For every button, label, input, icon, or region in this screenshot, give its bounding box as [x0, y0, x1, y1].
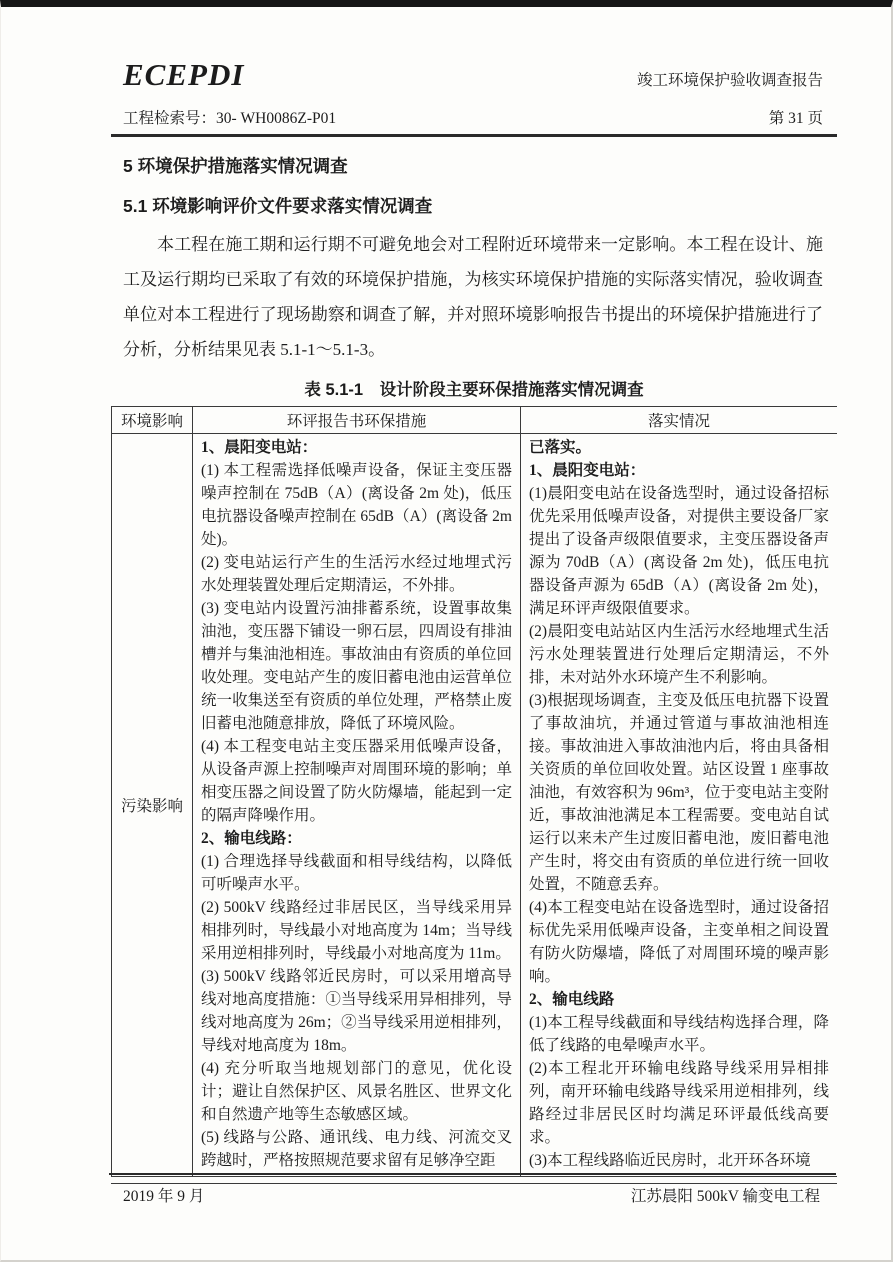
- table-cell-paragraph: 1、晨阳变电站：: [201, 439, 318, 456]
- table-cell-paragraph: (4) 充分听取当地规划部门的意见，优化设计；避让自然保护区、风景名胜区、世界文化和自然遗产地等生态敏感区域。: [201, 1060, 512, 1123]
- table-cell-paragraph: 2、输电线路：: [201, 830, 302, 847]
- table-cell-paragraph: (1)晨阳变电站在设备选型时，通过设备招标优先采用低噪声设备，对提供主要设备厂家提出了设备声级限值要求，主变压器设备声源为 70dB（A）(离设备 2m 处)，低压电抗器设备声源为 65dB（A）(离设备 2m 处)，满足环评声级限值要求。: [529, 485, 829, 617]
- page-content: [111, 7, 837, 1184]
- table-cell-paragraph: (3) 500kV 线路邻近民房时，可以采用增高导线对地高度措施：①当导线采用异相排列，导线对地高度为 26m；②当导线采用逆相排列，导线对地高度为 18m。: [201, 968, 512, 1054]
- column-header-impact: 环境影响: [112, 407, 193, 434]
- table-cell-paragraph: (2) 500kV 线路经过非居民区，当导线采用异相排列时，导线最小对地高度为 14m；当导线采用逆相排列时，导线最小对地高度为 11m。: [201, 899, 512, 962]
- implementation-cell: [521, 434, 838, 1177]
- table-cell-paragraph: (1) 本工程需选择低噪声设备，保证主变压器噪声控制在 75dB（A）(离设备 2m 处)，低压电抗器设备噪声控制在 65dB（A）(离设备 2m 处)。: [201, 462, 512, 548]
- measures-table-clip: [111, 406, 837, 1184]
- page-number: 第 31 页: [768, 110, 823, 127]
- table-row: [112, 434, 838, 1177]
- report-title: 竣工环境保护验收调查报告: [636, 72, 823, 89]
- table-cell-paragraph: 1、晨阳变电站：: [529, 462, 646, 479]
- intro-paragraph: 本工程在施工期和运行期不可避免地会对工程附近环境带来一定影响。本工程在设计、施工及运行期均已采取了有效的环境保护措施，为核实环境保护措施的实际落实情况，验收调查单位对本工程进行了现场勘察和调查了解，并对照环境影响报告书提出的环境保护措施进行了分析，分析结果见表 5.1-1～5.1-3。: [123, 235, 823, 359]
- measures-table: [111, 406, 837, 1177]
- column-header-implementation: 落实情况: [521, 407, 838, 434]
- table-title: 表 5.1-1 设计阶段主要环保措施落实情况调查: [304, 381, 644, 399]
- impact-cell: 污染影响: [112, 434, 193, 1177]
- table-cell-paragraph: (3) 变电站内设置污油排蓄系统，设置事故集油池，变压器下铺设一卵石层，四周设有排油槽并与集油池相连。事故油由有资质的单位回收处理。变电站产生的废旧蓄电池由运营单位统一收集送至有资质的单位处理，严格禁止废旧蓄电池随意排放，降低了环境风险。: [201, 600, 512, 732]
- table-cell-paragraph: (2)本工程北开环输电线路导线采用异相排列，南开环输电线路导线采用逆相排列，线路经过非居民区时均满足环评最低线高要求。: [529, 1060, 829, 1146]
- page-header: [111, 57, 837, 93]
- table-cell-paragraph: (2) 变电站运行产生的生活污水经过地埋式污水处理装置处理后定期清运，不外排。: [201, 554, 512, 594]
- table-cell-paragraph: (4) 本工程变电站主变压器采用低噪声设备，从设备声源上控制噪声对周围环境的影响；单相变压器之间设置了防火防爆墙，能起到一定的隔声降噪作用。: [201, 738, 512, 824]
- table-cell-paragraph: (3)根据现场调查，主变及低压电抗器下设置了事故油坑，并通过管道与事故油池相连接。事故油进入事故油池内后，将由具备相关资质的单位回收处置。站区设置 1 座事故油池，有效容积为 96m³，位于变电站主变附近，事故油池满足本工程需要。变电站自试运行以来未产生过废旧蓄电池，废旧蓄电池产生时，将交由有资质的单位进行统一回收处置，不随意丢弃。: [529, 692, 829, 893]
- column-header-measures: 环评报告书环保措施: [193, 407, 521, 434]
- table-cell-paragraph: (3)本工程线路临近民房时，北开环各环境: [529, 1152, 811, 1169]
- table-cell-paragraph: (1)本工程导线截面和导线结构选择合理，降低了线路的电晕噪声水平。: [529, 1014, 829, 1054]
- footer-project-name: 江苏晨阳 500kV 输变电工程: [630, 1188, 820, 1205]
- section-heading-5-1: 5.1 环境影响评价文件要求落实情况调查: [123, 196, 433, 216]
- table-cell-paragraph: 已落实。: [529, 439, 592, 456]
- footer-rule: [109, 1173, 836, 1175]
- doc-index-number: 工程检索号：30- WH0086Z-P01: [123, 110, 337, 127]
- table-cell-paragraph: (5) 线路与公路、通讯线、电力线、河流交叉跨越时，严格按照规范要求留有足够净空距: [201, 1129, 512, 1169]
- page-footer: [123, 1184, 820, 1206]
- header-rule: [111, 134, 837, 137]
- table-cell-paragraph: (2)晨阳变电站站区内生活污水经地埋式生活污水处理装置进行处理后定期清运，不外排，未对站外水环境产生不利影响。: [529, 623, 829, 686]
- measures-cell: [193, 434, 521, 1177]
- table-cell-paragraph: (1) 合理选择导线截面和相导线结构，以降低可听噪声水平。: [201, 853, 512, 893]
- section-heading-5: 5 环境保护措施落实情况调查: [123, 156, 348, 176]
- ecepdi-logo: ECEPDI: [123, 57, 245, 92]
- table-cell-paragraph: (4)本工程变电站在设备选型时，通过设备招标优先采用低噪声设备，主变单相之间设置有防火防爆墙，降低了对周围环境的噪声影响。: [529, 899, 829, 985]
- footer-date: 2019 年 9 月: [123, 1188, 205, 1205]
- table-cell-paragraph: 2、输电线路: [529, 991, 615, 1008]
- table-header-row: [112, 407, 838, 434]
- header-meta-row: [111, 106, 837, 128]
